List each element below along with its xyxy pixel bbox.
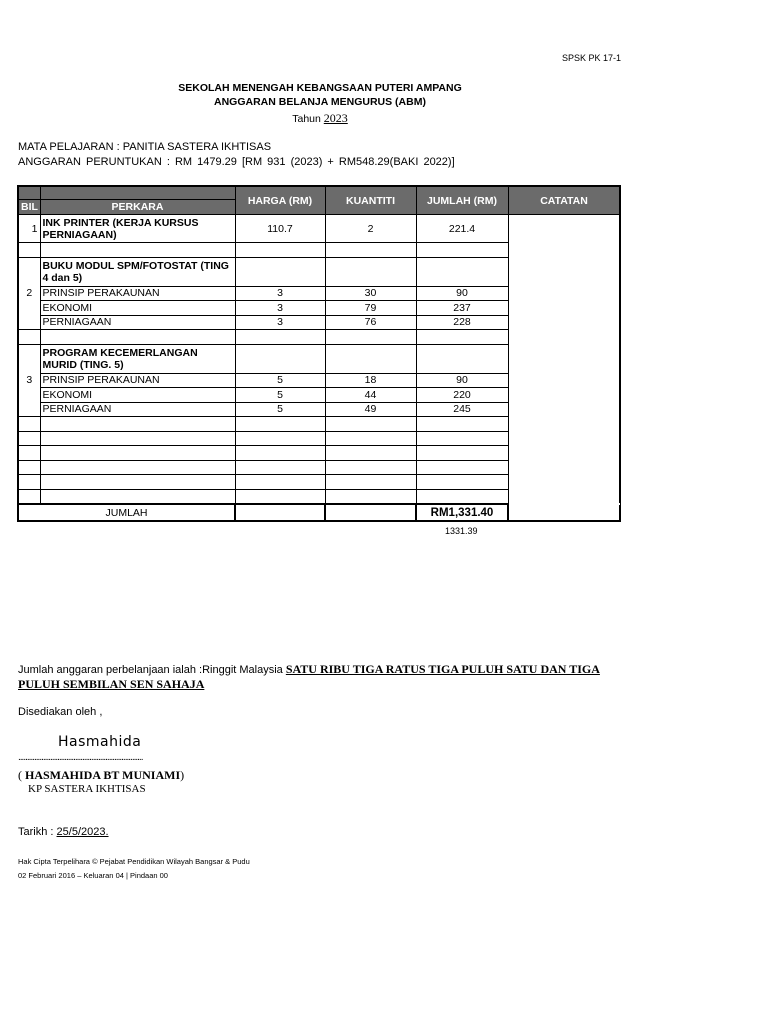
perkara-cell: PRINSIP PERAKAUNAN bbox=[40, 373, 235, 388]
perkara-cell: EKONOMI bbox=[40, 301, 235, 316]
harga-cell: 5 bbox=[235, 373, 325, 388]
date-value: 25/5/2023. bbox=[56, 826, 109, 838]
school-name: SEKOLAH MENENGAH KEBANGSAAN PUTERI AMPANG bbox=[178, 82, 462, 94]
harga-cell: 3 bbox=[235, 315, 325, 330]
prepared-by-label: Disediakan oleh , bbox=[18, 706, 103, 718]
signature-line: ...................................................................... bbox=[18, 752, 143, 763]
footer-copyright: Hak Cipta Terpelihara © Pejabat Pendidikan Wilayah Bangsar & Pudu bbox=[18, 857, 250, 866]
date-label: Tarikh : bbox=[18, 826, 54, 838]
kuantiti-cell: 79 bbox=[325, 301, 416, 316]
year-line bbox=[0, 111, 640, 126]
harga-cell: 5 bbox=[235, 402, 325, 417]
date-line bbox=[18, 826, 109, 838]
perkara-title-cell: PROGRAM KECEMERLANGAN MURID (TING. 5) bbox=[40, 344, 235, 373]
amount-words-value: SATU RIBU TIGA RATUS TIGA PULUH SATU DAN TIGA PULUH SEMBILAN SEN SAHAJA bbox=[18, 662, 600, 691]
budget-table bbox=[17, 185, 621, 522]
jumlah-cell: 90 bbox=[416, 286, 508, 301]
header-bil-spacer bbox=[18, 186, 40, 200]
jumlah-cell: 245 bbox=[416, 402, 508, 417]
perkara-cell: INK PRINTER (KERJA KURSUS PERNIAGAAN) bbox=[40, 215, 235, 243]
header-bil: BIL bbox=[18, 200, 40, 215]
header-perkara-spacer bbox=[40, 186, 235, 200]
total-note: 1331.39 bbox=[445, 526, 478, 536]
document-code: SPSK PK 17-1 bbox=[562, 53, 622, 63]
bil-cell: 1 bbox=[18, 215, 40, 243]
kuantiti-cell: 49 bbox=[325, 402, 416, 417]
jumlah-cell: 220 bbox=[416, 388, 508, 403]
document-title: ANGGARAN BELANJA MENGURUS (ABM) bbox=[214, 96, 426, 108]
perkara-cell: EKONOMI bbox=[40, 388, 235, 403]
perkara-cell: PRINSIP PERAKAUNAN bbox=[40, 286, 235, 301]
harga-cell: 110.7 bbox=[235, 215, 325, 243]
harga-cell: 3 bbox=[235, 286, 325, 301]
amount-in-words bbox=[18, 662, 618, 692]
jumlah-cell: 221.4 bbox=[416, 215, 508, 243]
total-value: RM1,331.40 bbox=[416, 504, 508, 521]
subject-line: MATA PELAJARAN : PANITIA SASTERA IKHTISAS bbox=[18, 141, 272, 153]
jumlah-cell: 237 bbox=[416, 301, 508, 316]
bil-cell: 2 bbox=[18, 257, 40, 330]
kuantiti-cell: 44 bbox=[325, 388, 416, 403]
header-harga: HARGA (RM) bbox=[235, 186, 325, 215]
kuantiti-cell: 76 bbox=[325, 315, 416, 330]
harga-cell: 5 bbox=[235, 388, 325, 403]
name-close: ) bbox=[180, 768, 185, 782]
header-kuantiti: KUANTITI bbox=[325, 186, 416, 215]
kuantiti-cell: 2 bbox=[325, 215, 416, 243]
perkara-title-cell: BUKU MODUL SPM/FOTOSTAT (TING 4 dan 5) bbox=[40, 257, 235, 286]
preparer-position: KP SASTERA IKHTISAS bbox=[28, 783, 146, 795]
jumlah-cell: 228 bbox=[416, 315, 508, 330]
jumlah-cell: 90 bbox=[416, 373, 508, 388]
name-value: HASMAHIDA BT MUNIAMI bbox=[25, 768, 181, 782]
amount-prefix: Jumlah anggaran perbelanjaan ialah :Ringgit Malaysia bbox=[18, 664, 283, 676]
perkara-cell: PERNIAGAAN bbox=[40, 315, 235, 330]
perkara-cell: PERNIAGAAN bbox=[40, 402, 235, 417]
kuantiti-cell: 30 bbox=[325, 286, 416, 301]
table-row bbox=[18, 215, 620, 243]
footer-version: 02 Februari 2016 – Keluaran 04 | Pindaan 00 bbox=[18, 871, 168, 880]
year-label: Tahun bbox=[292, 113, 321, 125]
name-open: ( bbox=[18, 768, 25, 782]
kuantiti-cell: 18 bbox=[325, 373, 416, 388]
total-label: JUMLAH bbox=[18, 504, 235, 521]
catatan-cell bbox=[508, 215, 620, 522]
signature: Hasmahida bbox=[58, 734, 142, 750]
header-catatan: CATATAN bbox=[508, 186, 620, 215]
year-value: 2023 bbox=[323, 111, 348, 125]
allocation-line: ANGGARAN PERUNTUKAN : RM 1479.29 [RM 931 (2023) + RM548.29(BAKI 2022)] bbox=[18, 156, 455, 168]
header-jumlah: JUMLAH (RM) bbox=[416, 186, 508, 215]
preparer-name bbox=[18, 768, 184, 783]
harga-cell: 3 bbox=[235, 301, 325, 316]
bil-cell: 3 bbox=[18, 344, 40, 417]
header-perkara: PERKARA bbox=[40, 200, 235, 215]
